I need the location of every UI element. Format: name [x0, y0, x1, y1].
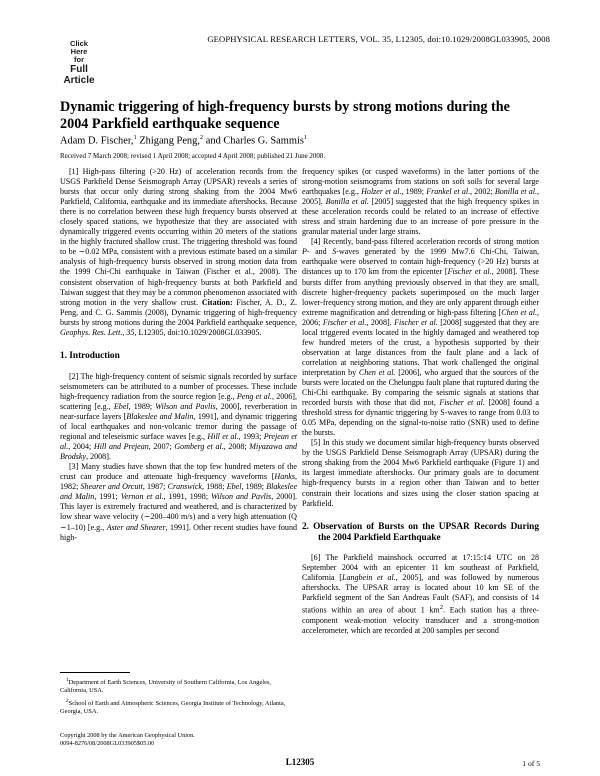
paragraph-text: , 1982;: [60, 472, 297, 492]
paragraph-text: , 2008]. These bursts differ from anything previously observed in that they are small, discrete higher-frequency packets superimposed on the much larger lower-frequency strong motion, and they are only apparent through either extreme magnification and detrending or high-pass filtering [: [302, 267, 539, 317]
paragraph-5: [302, 438, 539, 508]
reference-link[interactable]: Hill and Prejean: [93, 442, 149, 452]
footnote-mark: 1: [66, 677, 69, 683]
paragraph-text: , 2006], scattering [e.g.,: [60, 391, 297, 411]
reference-link[interactable]: Shearer and Orcutt: [80, 482, 143, 492]
left-column: [60, 167, 297, 543]
copyright-notice: [60, 732, 297, 747]
reference-link[interactable]: Ebel: [226, 482, 242, 492]
full-article-link-logo[interactable]: [58, 39, 100, 86]
reference-link[interactable]: Holzer et al.: [361, 187, 402, 197]
paragraph-6: [302, 553, 539, 636]
paragraph-text: frequency spikes (or cusped waveforms) in the latter portions of the strong-motion seismograms from stations on soft soils for several large earthquakes [e.g.,: [302, 167, 539, 197]
footnote-divider: [60, 672, 130, 673]
paragraph-text: , 1989;: [401, 187, 424, 197]
paragraph-text: Many studies have shown that the top few hundred meters of the crust can produce and attenuate high-frequency waveforms [: [60, 462, 297, 482]
paragraph-text: , 1991, 1998;: [163, 492, 209, 502]
paragraph-text: , 2007;: [148, 442, 172, 452]
paragraph-text: In this study we document similar high-frequency bursts observed by the USGS Parkfield Dense Seismograph Array (UPSAR) during the strong shaking from the 2004 Mw6 Parkfield earthquake (Figure 1) and its largest immediate aftershocks. Our primary goals are to document high-frequency bursts in a region other than Taiwan and to better constrain their locations and sizes using the closer station spacing at Parkfield.: [302, 438, 539, 508]
reference-link[interactable]: Chen et al.: [358, 367, 396, 377]
paragraph-text: , 2008].: [366, 317, 392, 327]
paragraph-marker: [6]: [311, 552, 321, 562]
paragraph-text: [2008] suggested that they are local triggered events located in the highly damaged and weathered top few hundred meters of the crust, a hypothesis supported by their observation at large distances from the fault plane and a lack of correlation at neighboring stations. That work challenged the original interpretation by: [302, 317, 539, 377]
wave-symbol: S: [332, 247, 337, 257]
paragraph-text: , 1991;: [94, 492, 118, 502]
citation-tail: L12305, doi:10.1029/2008GL033905.: [138, 327, 262, 337]
section-heading-observation: 2. Observation of Bursts on the UPSAR Records During the 2004 Parkfield Earthquake: [302, 521, 539, 543]
paragraph-marker: [2]: [69, 371, 79, 381]
page-number: 1 of 5: [522, 759, 540, 768]
author-name: Zhigang Peng,: [136, 135, 200, 147]
reference-link[interactable]: Hill et al.: [207, 432, 239, 442]
paragraph-text: , 2008].: [86, 452, 111, 462]
paragraph-text: Recently, band-pass filtered acceleration records of strong motion: [323, 237, 540, 247]
reference-link[interactable]: Blakeslee and Malin: [60, 482, 298, 502]
section-heading-introduction: 1. Introduction: [60, 350, 120, 361]
author-affiliation-mark: 2: [199, 134, 204, 141]
copyright-line: Copyright 2008 by the American Geophysical Union.: [60, 732, 195, 739]
footnote-mark: 2: [66, 697, 69, 704]
logo-line-for: for: [74, 55, 84, 64]
paragraph-text: , 2006;: [302, 307, 539, 327]
author-list: [60, 134, 540, 146]
wave-symbol: P-: [302, 247, 310, 257]
footnote-text: School of Earth and Atmospheric Sciences, Georgia Institute of Technology, Atlanta, Georgia, USA.: [60, 699, 286, 715]
paragraph-marker: [1]: [69, 167, 79, 176]
logo-line-full-article: Full Article: [63, 64, 95, 86]
paragraph-text: , 2005], and was followed by numerous aftershocks. The UPSAR array is located about 10 km SE of the Parkfield segment of the San Andreas Fault (SAF), and consists of 14 stations within an area of about 1 km: [302, 572, 539, 615]
paragraph-2: [60, 372, 297, 462]
paragraph-text: [2006], who argued that the sources of the bursts were located on the Chelungpu fault plane that ruptured during the Chi-Chi earthquake. By comparing the seismic signals at stations that recorded bursts with those that did not,: [302, 367, 540, 408]
logo-line-here: Here: [70, 47, 88, 56]
paragraph-text: [2008] found a threshold stress for dynamic triggering by S-waves to range from 0.03 to 0.05 MPa, depending on the signal-to-noise ratio (SNR) used to define the bursts.: [302, 398, 539, 438]
paragraph-text: -waves generated by the 1999 Mw7.6 Chi-Chi, Taiwan, earthquake were observed to contain high-frequency (>20 Hz) bursts at distances up to 170 km from the epicenter [: [302, 247, 539, 277]
reference-link[interactable]: Ebel: [113, 401, 129, 411]
footnote-text: Department of Earth Sciences, University of Southern California, Los Angeles, California, USA.: [60, 679, 271, 695]
paragraph-3: [60, 462, 297, 542]
reference-link[interactable]: Vernon et al.: [120, 492, 164, 502]
citation-text: Fischer, A. D., Z. Peng, and C. G. Sammis (2008), Dynamic triggering of high-frequency bursts by strong motions during the 2004 Parkfield earthquake sequence,: [60, 297, 297, 327]
superscript: 2: [439, 603, 444, 611]
citation-journal: Geophys. Res. Lett., 35,: [60, 327, 137, 337]
reference-link[interactable]: Chen et al.: [501, 307, 537, 317]
paragraph-text: [2005] suggested that the high frequency spikes in these acceleration records could be related to an increase of effective stress and strain hardening due to an increase of pore pressure in the granular material under large strains.: [302, 197, 539, 237]
paragraph-text: , 1987;: [142, 482, 166, 492]
affiliation-footnotes: [60, 676, 297, 717]
reference-link[interactable]: Miyazawa and Brodsky: [60, 442, 298, 462]
reference-link[interactable]: Wilson and Pavlis: [211, 492, 272, 502]
issn-line: 0094-8276/08/2008GL033905$05.00: [60, 739, 155, 747]
paragraph-text: , 1988;: [202, 482, 225, 492]
reference-link[interactable]: Blakeslee and Malin: [126, 411, 194, 421]
paragraph-text: The high-frequency content of seismic signals recorded by surface seismometers can be attributed to a number of processes. These include high-frequency radiation from the source region [e.g.,: [60, 371, 297, 401]
paragraph-text: The Parkfield mainshock occurred at 17:15:14 UTC on 28 September 2004 with an epicenter 11 km southeast of Parkfield, California [: [302, 552, 539, 582]
reference-link[interactable]: Frankel et al.: [426, 187, 471, 197]
citation-label: Citation:: [201, 297, 233, 307]
reference-link[interactable]: Peng et al.: [236, 391, 272, 401]
footnote-2: [60, 697, 297, 717]
paragraph-marker: [3]: [69, 462, 79, 472]
logo-line-click: Click: [70, 39, 88, 48]
reference-link[interactable]: Wilson and Pavlis: [155, 401, 216, 411]
abstract-text: High-pass filtering (>20 Hz) of acceleration records from the USGS Parkfield Dense Seismograph Array (UPSAR) reveals a series of bursts that occur only during strong shaking from the 2004 Mw6 Parkfield, California, earthquake and its immediate aftershocks. Because there is no correlation between these high frequency bursts observed at closely spaced stations, we hypothesize that they are associated with dynamically triggered events occurring within 20 meters of the stations in the highly fractured shallow crust. The triggering threshold was found to be ∼0.02 MPa, consistent with a previous estimate based on a similar analysis of high-frequency bursts observed in strong motion data from the 1999 Chi-Chi earthquake in Taiwan (Fischer et al., 2008). The consistent observation of high-frequency bursts at both Parkfield and Taiwan suggest that they may be a common phenomenon associated with strong motion in the very shallow crust.: [60, 167, 297, 307]
reference-link[interactable]: Hanks: [274, 472, 295, 482]
paragraph-marker: [4]: [311, 237, 321, 247]
article-id: L12305: [285, 757, 315, 767]
paragraph-text: , 2008;: [223, 442, 247, 452]
reference-link[interactable]: Fischer et al.: [322, 317, 367, 327]
author-affiliation-mark: 1: [303, 134, 308, 141]
abstract: [60, 167, 297, 338]
paragraph-text: , 1989;: [128, 401, 153, 411]
reference-link[interactable]: Fischer et al.: [394, 317, 438, 327]
paragraph-text: , 1991], and dynamic triggering of local earthquakes and non-volcanic tremor during the passage of regional and teleseismic surface waves [e.g.,: [60, 411, 297, 442]
reference-link[interactable]: Aster and Shearer: [106, 522, 166, 532]
reference-link[interactable]: Gomberg et al.: [174, 442, 224, 452]
author-name: and Charles G. Sammis: [203, 135, 304, 147]
author-name: Adam D. Fischer,: [60, 135, 134, 147]
author-affiliation-mark: 1: [133, 134, 137, 141]
paragraph-marker: [5]: [311, 438, 321, 448]
paragraph-text: , 1993;: [238, 432, 262, 442]
reference-link[interactable]: Bonilla et al.: [325, 197, 369, 207]
paragraph-text: , 2004;: [68, 442, 92, 452]
paragraph-text: , 2000]. This layer is extremely fractured and weathered, and is characterized by low shear wave velocity (∼200–400 m/s) and a very high attenuation (Q ∼1–10) [e.g.,: [60, 492, 298, 532]
reference-link[interactable]: Langbein et al.: [341, 572, 396, 582]
running-head: GEOPHYSICAL RESEARCH LETTERS, VOL. 35, L12305, doi:10.1029/2008GL033905, 2008: [207, 34, 550, 44]
paragraph-text: and: [309, 247, 327, 257]
reference-link[interactable]: Fischer et al.: [439, 398, 485, 408]
publication-dates: Received 7 March 2008; revised 1 April 2008; accepted 4 April 2008; published 21 June 2008.: [60, 152, 326, 160]
footnote-1: [60, 676, 297, 696]
article-title: Dynamic triggering of high-frequency bursts by strong motions during the 2004 Parkfield earthquake sequence: [60, 99, 510, 132]
paragraph-text: , 2005].: [302, 187, 539, 207]
reference-link[interactable]: Cranswick: [167, 482, 203, 492]
paragraph-continuation: [302, 167, 539, 237]
paragraph-text: , 2002;: [470, 187, 493, 197]
reference-link[interactable]: Bonilla et al.: [494, 187, 537, 197]
paragraph-text: , 1989;: [241, 482, 265, 492]
paragraph-text: , 1991]. Other recent studies have found high-: [60, 522, 297, 542]
paragraph-4: [302, 237, 539, 438]
paragraph-text: , 2000], reverberation in near-surface layers [: [60, 401, 297, 421]
reference-link[interactable]: Fischer et al.: [447, 267, 492, 277]
right-column: [302, 167, 539, 636]
paragraph-text: . Each station has a three-component weak-motion velocity transducer and a strong-motion accelerometer, which are recorded at 200 samples per second: [302, 605, 539, 635]
reference-link[interactable]: Prejean et al.: [60, 432, 298, 452]
